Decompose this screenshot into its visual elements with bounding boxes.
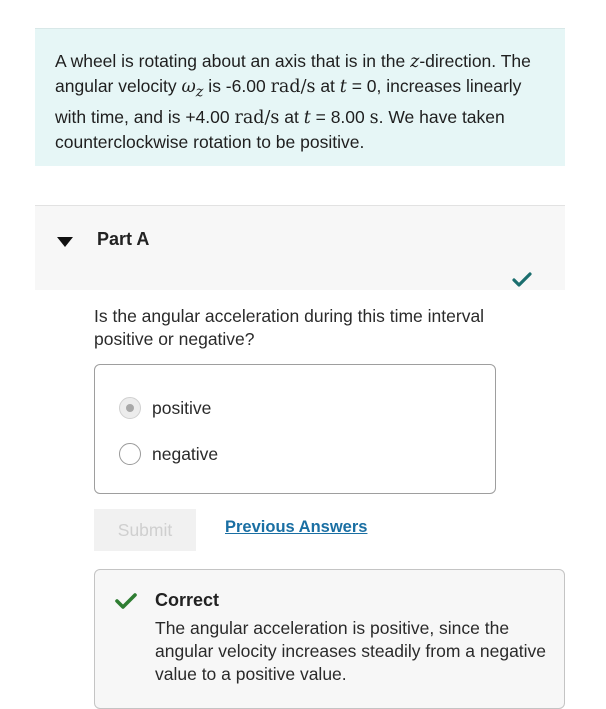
math-omega: ω: [181, 77, 196, 97]
math-z: z: [410, 52, 420, 72]
problem-text: at: [315, 76, 340, 96]
part-title: Part A: [97, 229, 150, 249]
feedback-title: Correct: [155, 590, 220, 610]
option-label: negative: [152, 443, 219, 464]
feedback-text: The angular acceleration is positive, since the angular velocity increases steadily from a negative value to a positive value.: [155, 618, 547, 684]
answer-options: [94, 364, 496, 494]
option-label: positive: [152, 397, 212, 418]
problem-text: at: [279, 106, 304, 127]
submit-button[interactable]: Submit: [94, 509, 196, 551]
problem-text: is -6.00: [203, 76, 271, 96]
problem-text: . We have taken counterclockwise rotation to be positive.: [55, 106, 505, 152]
problem-text: = 8.00: [310, 106, 370, 127]
radio-negative[interactable]: [119, 443, 141, 465]
problem-statement: [35, 28, 565, 166]
part-a-header[interactable]: [35, 205, 565, 290]
math-omega-subscript: z: [195, 83, 204, 101]
feedback-box: [94, 569, 565, 709]
radio-positive[interactable]: [119, 397, 141, 419]
problem-text: = 0, increases linearly with time, and is +4.00: [55, 76, 522, 127]
math-unit: s: [369, 107, 379, 128]
problem-text: A wheel is rotating about an axis that is in the: [55, 51, 411, 71]
option-positive[interactable]: [119, 395, 211, 421]
option-negative[interactable]: [119, 441, 218, 467]
caret-down-icon[interactable]: [57, 236, 73, 248]
checkmark-icon: [115, 592, 137, 610]
problem-text: -direction. The angular velocity: [55, 51, 531, 96]
math-unit: rad/s: [270, 77, 316, 97]
math-t: t: [339, 77, 347, 97]
checkmark-icon: [512, 272, 532, 288]
math-unit: rad/s: [234, 107, 280, 128]
math-t: t: [303, 107, 311, 128]
question-text: Is the angular acceleration during this time interval positive or negative?: [94, 306, 485, 349]
previous-answers-link[interactable]: Previous Answers: [225, 518, 368, 536]
